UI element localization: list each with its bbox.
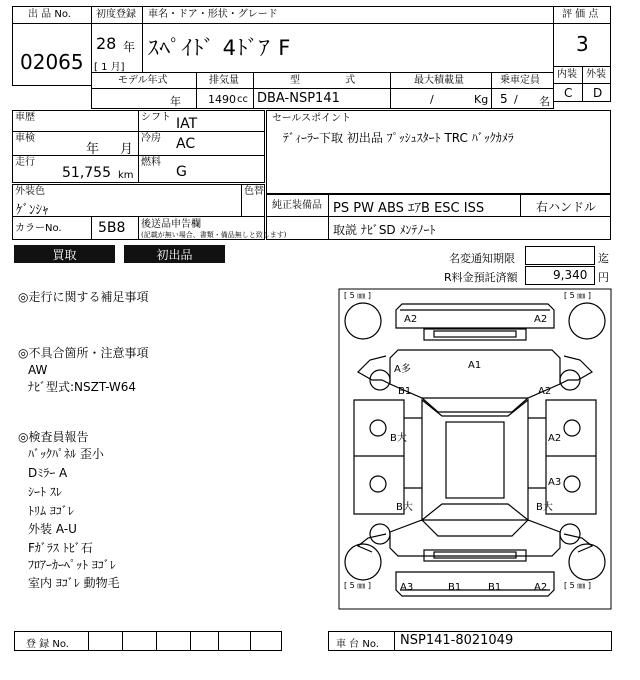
tire-rear-left-label: [ 5 ㎜ ] bbox=[344, 581, 371, 590]
capacity-slash: / bbox=[514, 93, 518, 106]
shaken-label: 車検 bbox=[15, 133, 35, 144]
lot-label: 出 品 No. bbox=[28, 9, 71, 20]
first-reg-year-unit: 年 bbox=[123, 40, 136, 54]
manual-value: 取説 ﾅﾋﾞSD ﾒﾝﾃﾉｰﾄ bbox=[333, 223, 436, 237]
left-side bbox=[354, 400, 404, 514]
right-side bbox=[546, 400, 596, 514]
right-front-fender-top bbox=[560, 356, 592, 384]
fuel-label: 燃料 bbox=[141, 157, 161, 168]
first-reg-label: 初度登録 bbox=[96, 9, 136, 20]
handle-value: 右ハンドル bbox=[536, 200, 597, 214]
ac-value: AC bbox=[176, 136, 196, 152]
hood bbox=[390, 350, 560, 398]
inspector-item: 外装 A-U bbox=[28, 522, 77, 536]
tire-front-left-label: [ 5 ㎜ ] bbox=[344, 291, 371, 300]
color-label: 外装色 bbox=[15, 186, 45, 197]
displacement-unit: cc bbox=[237, 94, 248, 105]
score-value: 3 bbox=[576, 32, 589, 56]
mark-left-rear-door: B大 bbox=[396, 502, 413, 513]
fuel-value: G bbox=[176, 164, 187, 180]
color-no-label: カラーNo. bbox=[15, 223, 62, 234]
name-change-label: 名変通知期限 bbox=[449, 252, 515, 265]
defect-item: ﾅﾋﾞ型式:NSZT-W64 bbox=[28, 380, 137, 394]
recycle-value: 9,340 bbox=[553, 268, 588, 282]
mileage-label: 走行 bbox=[15, 157, 35, 168]
mark-hood-left: A多 bbox=[394, 364, 411, 375]
defect-item: AW bbox=[28, 363, 48, 377]
shift-label: シフト bbox=[141, 112, 171, 123]
roof bbox=[446, 422, 504, 498]
tire-rear-right bbox=[569, 544, 605, 580]
mark-right-rear-door-upper: A3 bbox=[548, 477, 562, 488]
mark-right-rear-door: B大 bbox=[536, 502, 553, 513]
capacity-unit: 名 bbox=[539, 95, 550, 108]
mileage-value: 51,755 bbox=[62, 165, 111, 181]
displacement-value: 1490 bbox=[208, 93, 236, 106]
mark-rear-b1b: B1 bbox=[488, 582, 502, 593]
car-name: ｽﾍﾟｲﾄﾞ 4ﾄﾞｱ F bbox=[148, 36, 292, 60]
tire-front-right bbox=[569, 303, 605, 339]
car-name-label: 車名・ドア・形状・グレード bbox=[148, 9, 278, 20]
color-no-value: 5B8 bbox=[98, 220, 126, 236]
capacity-label: 乗車定員 bbox=[500, 75, 540, 86]
chassis-value: NSP141-8021049 bbox=[400, 633, 514, 648]
buy-button[interactable]: 買取 bbox=[14, 245, 115, 263]
recycle-label: R料金預託済額 bbox=[444, 271, 518, 284]
interior-label: 内装 bbox=[557, 69, 577, 80]
mark-rear-a3: A3 bbox=[400, 582, 414, 593]
cabin bbox=[422, 400, 528, 520]
exterior-label: 外装 bbox=[586, 69, 606, 80]
inspector-item: ﾌﾛｱｰｶｰﾍﾟｯﾄ ﾖｺﾞﾚ bbox=[28, 558, 116, 572]
front-bumper bbox=[396, 304, 554, 328]
first-listing-button[interactable]: 初出品 bbox=[124, 245, 225, 263]
inspector-item: Fｶﾞﾗｽ ﾄﾋﾞ石 bbox=[28, 541, 93, 555]
mark-front-right: A2 bbox=[534, 314, 548, 325]
interior-grade: C bbox=[564, 86, 573, 100]
first-reg-year: 28 bbox=[96, 34, 117, 53]
aftermarket-note: (記載が無い場合、書類・備品無しと致します) bbox=[141, 231, 287, 239]
type-value: DBA-NSP141 bbox=[257, 91, 340, 106]
inspector-item: ﾄﾘﾑ ﾖｺﾞﾚ bbox=[28, 504, 74, 518]
equipment-label: 純正装備品 bbox=[272, 200, 322, 211]
rear-bumper bbox=[396, 572, 554, 596]
mark-right-front-door: A2 bbox=[548, 433, 562, 444]
mark-rear-a2: A2 bbox=[534, 582, 548, 593]
color-value: ｹﾞﾝｼｬ bbox=[16, 203, 49, 218]
shaken-year-unit: 年 bbox=[86, 142, 100, 157]
tire-rear-right-label: [ 5 ㎜ ] bbox=[564, 581, 591, 590]
history-label: 車歴 bbox=[15, 112, 35, 123]
score-label: 評 価 点 bbox=[562, 9, 599, 20]
inspector-item: 室内 ﾖｺﾞﾚ 動物毛 bbox=[28, 576, 120, 590]
recycle-unit: 円 bbox=[598, 271, 609, 284]
registration-label: 登 録 No. bbox=[26, 639, 69, 650]
first-reg-month: [ 1 月] bbox=[94, 62, 125, 73]
tire-front-right-label: [ 5 ㎜ ] bbox=[564, 291, 591, 300]
inspector-item: ﾊﾞｯｸﾊﾟﾈﾙ 歪小 bbox=[28, 447, 104, 461]
tire-front-left bbox=[345, 303, 381, 339]
inspector-heading: ◎検査員報告 bbox=[18, 430, 89, 444]
max-load-slash: / bbox=[430, 93, 434, 106]
max-load-label: 最大積載量 bbox=[414, 75, 464, 86]
name-change-unit: 迄 bbox=[598, 252, 609, 265]
rear-window bbox=[422, 520, 528, 536]
capacity-value: 5 bbox=[500, 92, 508, 106]
lot-number: 02065 bbox=[20, 50, 84, 74]
mileage-unit: km bbox=[118, 170, 134, 181]
model-year-unit: 年 bbox=[170, 95, 181, 108]
shaken-month-unit: 月 bbox=[120, 142, 134, 157]
windshield-top bbox=[422, 398, 528, 412]
mark-front-left: A2 bbox=[404, 314, 418, 325]
mark-right-fender: A2 bbox=[538, 386, 552, 397]
displacement-label: 排気量 bbox=[209, 75, 239, 86]
model-year-label: モデル年式 bbox=[118, 75, 168, 86]
shift-value: IAT bbox=[176, 116, 198, 132]
car-condition-diagram bbox=[338, 288, 612, 610]
name-change-field bbox=[525, 246, 595, 265]
chassis-label: 車 台 No. bbox=[336, 639, 379, 650]
mark-hood: A1 bbox=[468, 360, 482, 371]
color-change-label: 色替 bbox=[244, 186, 264, 197]
tire-rear-left bbox=[345, 544, 381, 580]
equipment-value: PS PW ABS ｴｱB ESC ISS bbox=[333, 201, 485, 216]
mark-rear-b1a: B1 bbox=[448, 582, 462, 593]
defects-heading: ◎不具合箇所・注意事項 bbox=[18, 346, 149, 360]
mark-left-front-door: B大 bbox=[390, 433, 407, 444]
type-label: 型 式 bbox=[290, 75, 356, 86]
left-front-fender-top bbox=[358, 356, 390, 384]
ac-label: 冷房 bbox=[141, 133, 161, 144]
mark-left-fender: B1 bbox=[398, 386, 412, 397]
exterior-grade: D bbox=[593, 86, 603, 100]
driving-notes-heading: ◎走行に関する補足事項 bbox=[18, 290, 149, 304]
inspector-item: ｼｰﾄ ｽﾚ bbox=[28, 485, 62, 499]
max-load-unit: Kg bbox=[474, 93, 489, 106]
aftermarket-label: 後送品申告欄 bbox=[141, 219, 201, 230]
sales-point-label: セールスポイント bbox=[272, 113, 352, 124]
inspector-item: Dﾐﾗｰ A bbox=[28, 466, 68, 480]
sales-point-text: ﾃﾞｨｰﾗｰ下取 初出品 ﾌﾟｯｼｭｽﾀｰﾄ TRC ﾊﾞｯｸｶﾒﾗ bbox=[283, 131, 514, 145]
